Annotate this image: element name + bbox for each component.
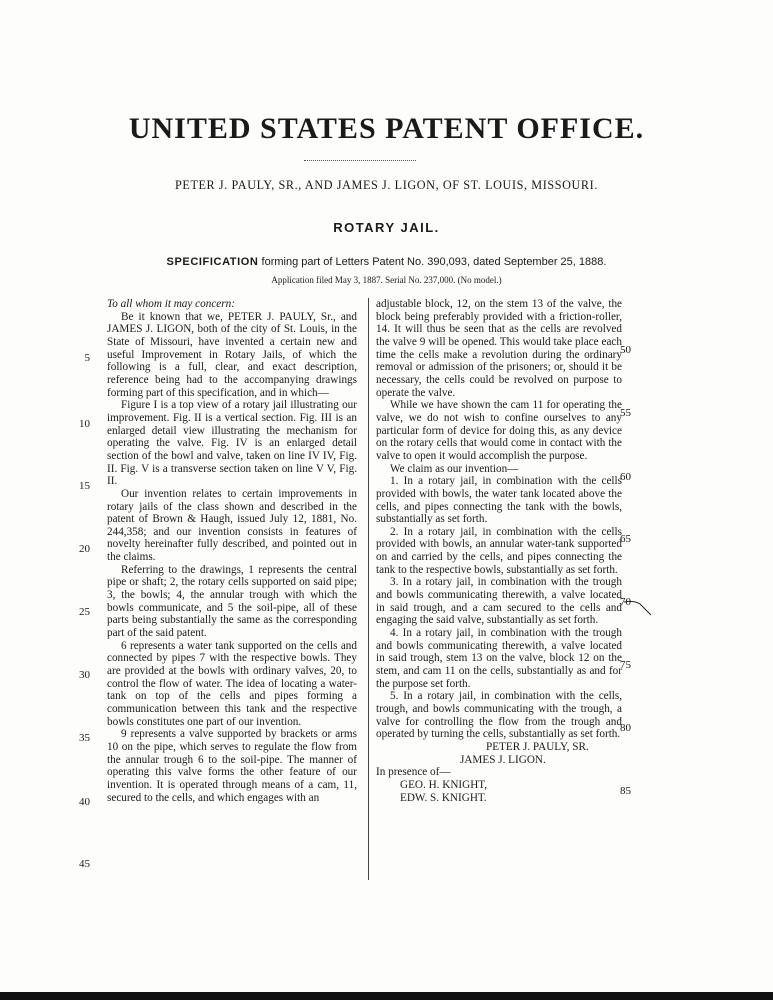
line-number: 35 xyxy=(79,732,90,744)
left-column xyxy=(107,298,357,804)
claims-intro: We claim as our invention— xyxy=(390,462,519,475)
line-number: 15 xyxy=(79,480,90,492)
line-number: 25 xyxy=(79,606,90,618)
paragraph: 9 represents a valve supported by brackets or arms 10 on the pipe, which serves to regulate the flow from the annular trough 6 to the soil-pipe. The manner of operating this valve forms the other feature of our invention. It is operated through means of a cam, 11, secured to the cells, and which engages with an xyxy=(107,728,357,804)
claim: 2. In a rotary jail, in combination with the cells provided with bowls, an annular water-tank supported on and carried by the cells, and pipes connecting the tank to the respective bowls, substantially as set forth. xyxy=(376,525,622,576)
patent-title: ROTARY JAIL. xyxy=(333,220,440,235)
line-number: 10 xyxy=(79,418,90,430)
salutation: To all whom it may concern: xyxy=(107,298,235,310)
application-filed-line: Application filed May 3, 1887. Serial No. 237,000. (No model.) xyxy=(271,275,502,285)
paragraph: Referring to the drawings, 1 represents the central pipe or shaft; 2, the rotary cells supported on said pipe; 3, the bowls; 4, the annular trough with which the bowls communicate, and 5 the soil-pipe, all of these parts being substantially the same as the corresponding part of the said patent. xyxy=(107,563,357,640)
column-divider xyxy=(368,298,369,880)
signature-pauly: PETER J. PAULY, SR. xyxy=(486,740,589,753)
witness: GEO. H. KNIGHT, xyxy=(400,778,488,791)
right-column xyxy=(376,298,622,804)
claim: 5. In a rotary jail, in combination with the cells, trough, and bowls communicating with the trough, a valve for controlling the flow from the trough and operated by turning the cells, substantially as set forth. xyxy=(376,690,622,741)
line-number: 40 xyxy=(79,796,90,808)
line-number: 85 xyxy=(620,785,631,797)
header-rule xyxy=(304,160,416,161)
paragraph: Our invention relates to certain improvements in rotary jails of the class shown and described in the patent of Brown & Haugh, issued July 12, 1881, No. 244,358; and our invention consists in features of novelty hereinafter fully described, and pointed out in the claims. xyxy=(107,487,357,564)
line-number: 75 xyxy=(620,659,631,671)
specification-label: SPECIFICATION xyxy=(166,256,259,268)
office-heading: UNITED STATES PATENT OFFICE. xyxy=(128,112,645,145)
claim: 1. In a rotary jail, in combination with the cells provided with bowls, the water tank located above the cells, and pipes connecting the tank with the bowls, substantially as set forth. xyxy=(376,475,622,526)
line-number: 55 xyxy=(620,407,631,419)
claim: 3. In a rotary jail, in combination with the trough and bowls communicating therewith, a valve located in said trough, and a cam secured to the cells and engaging the said valve, substantially as set forth. xyxy=(376,576,622,627)
paragraph: 6 represents a water tank supported on the cells and connected by pipes 7 with the respective bowls. They are provided at the bowls with ordinary valves, 20, to control the flow of water. The idea of locating a water-tank on top of the cells and pipes forming a communication between this tank and the respective bowls constitutes one part of our invention. xyxy=(107,639,357,728)
signature-ligon: JAMES J. LIGON. xyxy=(460,753,546,766)
line-number: 45 xyxy=(79,858,90,870)
paragraph: While we have shown the cam 11 for operating the valve, we do not wish to confine ourselves to any particular form of device for doing this, as any device on the rotary cells that would come in contact with the valve to open it would accomplish the purpose. xyxy=(376,399,622,462)
inventors-line: PETER J. PAULY, SR., AND JAMES J. LIGON, OF ST. LOUIS, MISSOURI. xyxy=(175,178,598,192)
specification-line xyxy=(0,256,773,268)
line-number: 60 xyxy=(620,471,631,483)
line-number: 80 xyxy=(620,722,631,734)
specification-text: forming part of Letters Patent No. 390,093, dated September 25, 1888. xyxy=(258,256,607,268)
line-number: 5 xyxy=(84,352,90,364)
line-number: 20 xyxy=(79,543,90,555)
witness: EDW. S. KNIGHT. xyxy=(400,791,487,804)
line-number: 70 xyxy=(620,596,631,608)
line-number: 30 xyxy=(79,669,90,681)
presence-label: In presence of— xyxy=(376,766,451,779)
pen-mark-icon xyxy=(624,594,652,616)
scan-edge-bar xyxy=(0,992,773,1000)
line-number: 65 xyxy=(620,533,631,545)
paragraph: Be it known that we, PETER J. PAULY, Sr., and JAMES J. LIGON, both of the city of St. Louis, in the State of Missouri, have invented a certain new and useful Improvement in Rotary Jails, of which the following is a full, clear, and exact description, reference being had to the accompanying drawings forming part of this specification, and in which— xyxy=(107,310,357,399)
paragraph: Figure I is a top view of a rotary jail illustrating our improvement. Fig. II is a vertical section. Fig. III is an enlarged detail view illustrating the mechanism for operating the valve. Fig. IV is an enlarged detail section of the bowl and valve, taken on line IV IV, Fig. II. Fig. V is a transverse section taken on line V V, Fig. II. xyxy=(107,399,357,488)
line-number: 50 xyxy=(620,344,631,356)
paragraph: adjustable block, 12, on the stem 13 of the valve, the block being preferably provided with a friction-roller, 14. It will thus be seen that as the cells are revolved the valve 9 will be opened. This would take place each time the cells make a revolution during the ordinary removal or admission of the prisoners; or, should it be necessary, the cells could be revolved on purpose to operate the valve. xyxy=(376,298,622,399)
claim: 4. In a rotary jail, in combination with the trough and bowls communicating therewith, a valve located in said trough, stem 13 on the valve, block 12 on the stem, and cam 11 on the cells, substantially as and for the purpose set forth. xyxy=(376,627,622,690)
